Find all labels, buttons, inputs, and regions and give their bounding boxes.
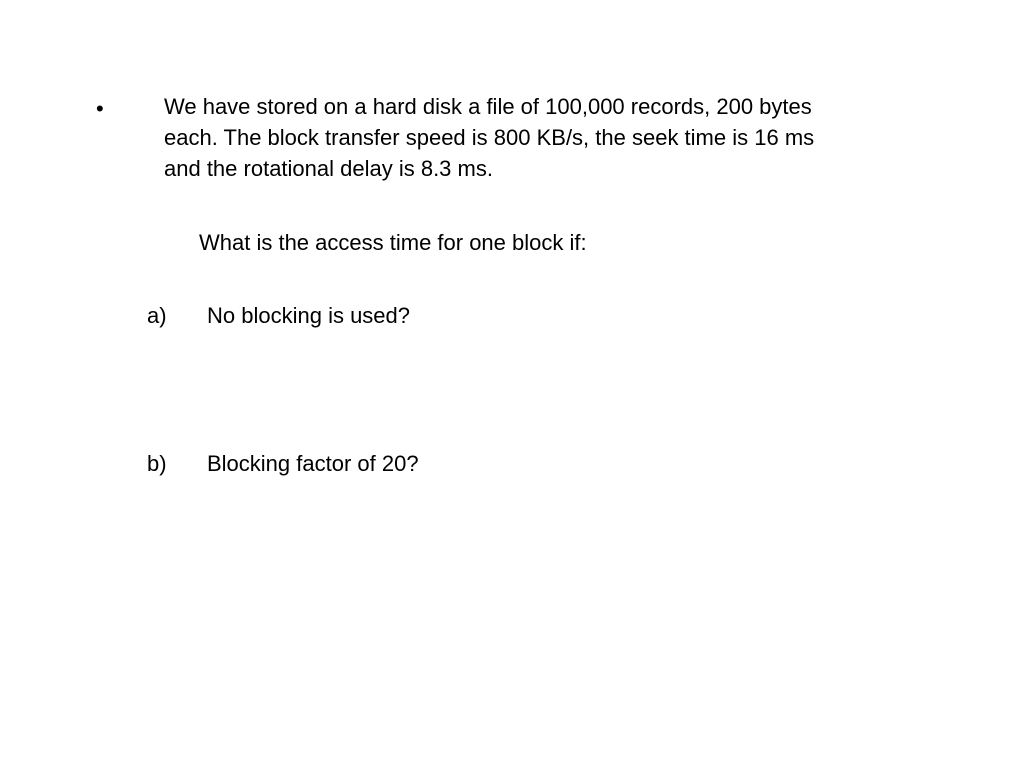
- sub-question-label: b): [147, 451, 167, 476]
- question-text: What is the access time for one block if:: [199, 230, 587, 255]
- sub-question-label: a): [147, 303, 167, 328]
- bullet-marker: •: [96, 96, 104, 121]
- sub-question-text: No blocking is used?: [207, 303, 411, 328]
- sub-question-text: Blocking factor of 20?: [207, 451, 419, 476]
- problem-statement: We have stored on a hard disk a file of 100,000 records, 200 bytes each. The block transfer speed is 800 KB/s, the seek time is 16 ms and the rotational delay is 8.3 ms.: [164, 94, 815, 181]
